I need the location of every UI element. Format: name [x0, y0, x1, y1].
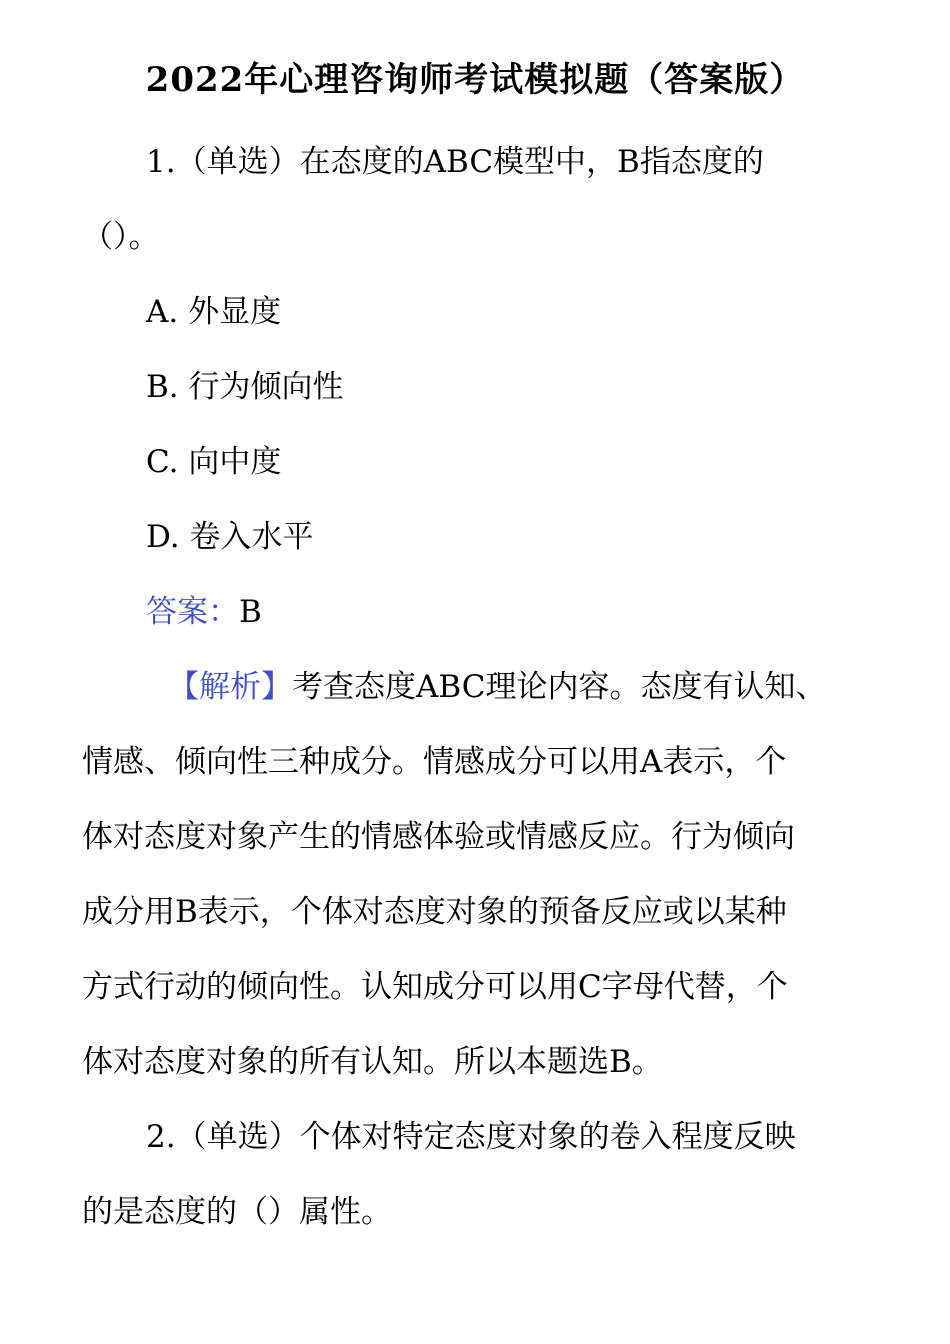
- q1-option-d: D. 卷入水平: [146, 519, 314, 555]
- analysis-text-1: 考查态度ABC理论内容。态度有认知、: [292, 669, 827, 705]
- q1-stem-line1: 1.（单选）在态度的ABC模型中，B指态度的: [146, 144, 764, 180]
- q2-stem-line1: 2.（单选）个体对特定态度对象的卷入程度反映: [146, 1119, 796, 1155]
- document-title: 2022年心理咨询师考试模拟题（答案版）: [145, 60, 805, 100]
- q1-analysis-line1: [168, 667, 826, 707]
- q2-stem-line2: 的是态度的（）属性。: [82, 1194, 392, 1230]
- answer-label: 答案：: [146, 594, 239, 630]
- analysis-label: 【解析】: [168, 669, 292, 705]
- q1-stem-line2: （）。: [82, 219, 160, 255]
- q1-option-a: A. 外显度: [146, 294, 282, 330]
- q1-analysis-line4: 成分用B表示，个体对态度对象的预备反应或以某种: [82, 894, 787, 930]
- q1-analysis-line6: 体对态度对象的所有认知。所以本题选B。: [82, 1044, 663, 1080]
- answer-value: B: [239, 594, 262, 630]
- q1-option-c: C. 向中度: [146, 444, 282, 480]
- q1-option-b: B. 行为倾向性: [146, 369, 344, 405]
- q1-analysis-line5: 方式行动的倾向性。认知成分可以用C字母代替，个: [82, 969, 788, 1005]
- q1-answer: [146, 592, 262, 632]
- q1-analysis-line2: 情感、倾向性三种成分。情感成分可以用A表示，个: [82, 744, 787, 780]
- q1-analysis-line3: 体对态度对象产生的情感体验或情感反应。行为倾向: [82, 819, 795, 855]
